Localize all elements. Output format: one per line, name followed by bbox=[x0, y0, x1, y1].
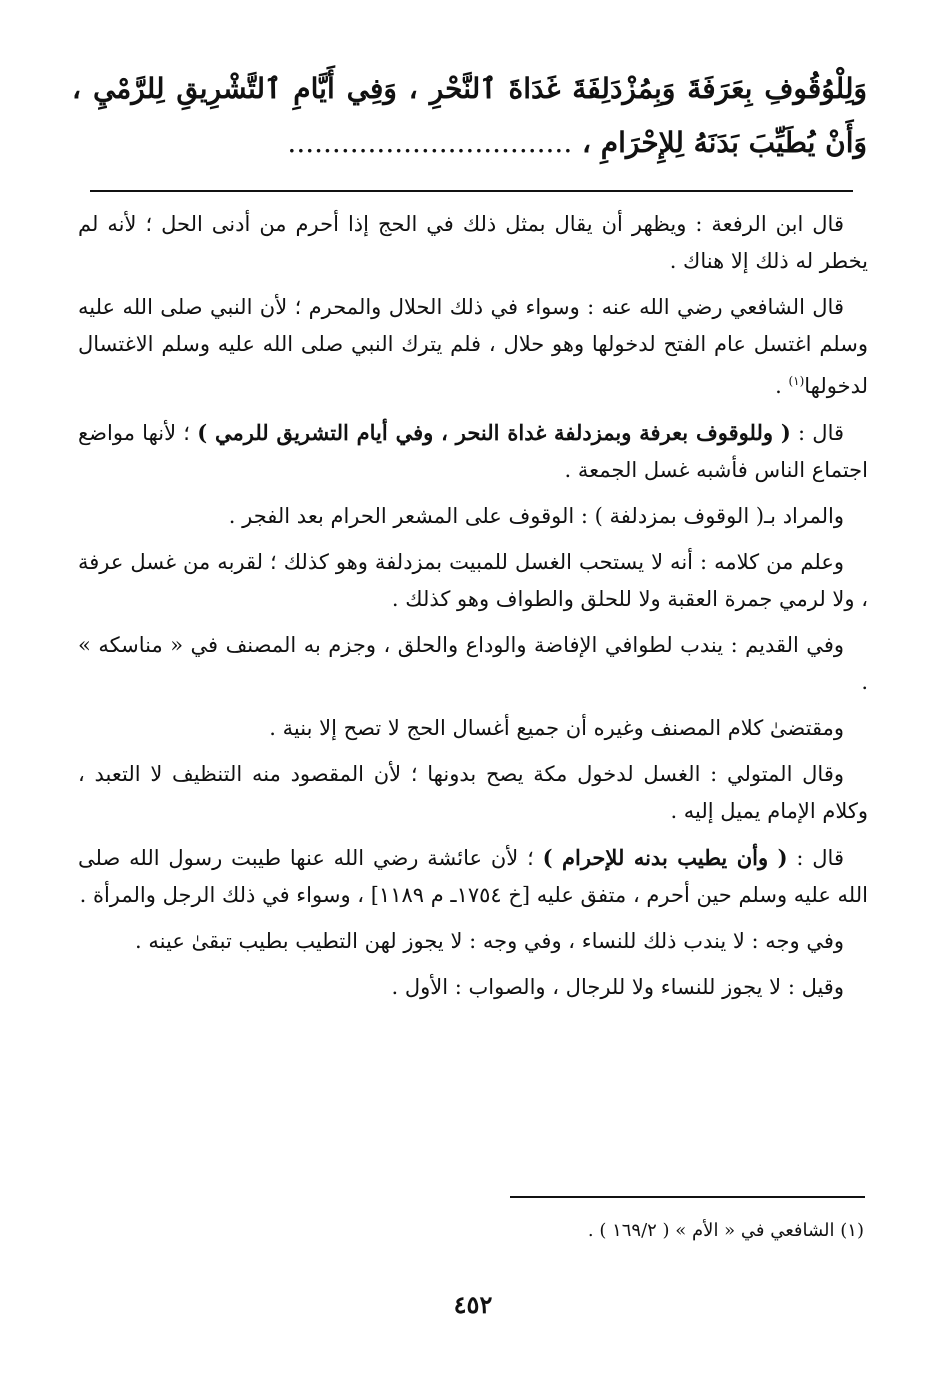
paragraph-3-end: ؛ لأنها مواضع اجتماع الناس فأشبه غسل الجمعة . bbox=[78, 421, 868, 482]
paragraph-2-end: . bbox=[775, 374, 789, 398]
paragraph-7: ومقتضىٰ كلام المصنف وغيره أن جميع أغسال الحج لا تصح إلا بنية . bbox=[269, 716, 844, 740]
paragraph-1: قال ابن الرفعة : ويظهر أن يقال بمثل ذلك في الحج إذا أحرم من أدنى الحل ؛ لأنه لم يخطر له ذلك إلا هناك . bbox=[78, 212, 868, 273]
matn-text bbox=[72, 62, 867, 170]
paragraph-11: وقيل : لا يجوز للنساء ولا للرجال ، والصواب : الأول . bbox=[391, 975, 844, 999]
footnote: (١) الشافعي في « الأم » ( ١٦٩/٢ ) . bbox=[587, 1220, 864, 1241]
paragraph-3-start: قال : bbox=[790, 421, 845, 445]
paragraph-3-quote: ( وللوقوف بعرفة وبمزدلفة غداة النحر ، وفي أيام التشريق للرمي ) bbox=[197, 420, 791, 445]
paragraph-9-start: قال : bbox=[787, 846, 844, 870]
commentary bbox=[78, 206, 868, 1015]
paragraph-8: وقال المتولي : الغسل لدخول مكة يصح بدونها ؛ لأن المقصود منه التنظيف لا التعبد ، وكلام الإمام يميل إليه . bbox=[78, 762, 868, 823]
paragraph-5: وعلم من كلامه : أنه لا يستحب الغسل للمبيت بمزدلفة وهو كذلك ؛ لقربه من غسل عرفة ، ولا لرمي جمرة العقبة ولا للحلق والطواف وهو كذلك . bbox=[78, 550, 868, 611]
paragraph-2 bbox=[78, 289, 868, 405]
matn-line: وَلِلْوُقُوفِ بِعَرَفَةَ وَبِمُزْدَلِفَةَ غَدَاةَ ٱلنَّحْرِ ، وَفِي أَيَّامِ ٱلتَّشْرِيقِ لِلرَّمْيِ ، وَأَنْ يُطَيِّبَ بَدَنَهُ لِلإِحْرَامِ ، bbox=[72, 72, 867, 159]
matn-separator bbox=[90, 190, 853, 192]
paragraph-9-quote: ( وأن يطيب بدنه للإحرام ) bbox=[542, 845, 788, 870]
paragraph-4: والمراد بـ( الوقوف بمزدلفة ) : الوقوف على المشعر الحرام بعد الفجر . bbox=[228, 504, 844, 528]
paragraph-9 bbox=[78, 839, 868, 914]
paragraph-6: وفي القديم : يندب لطوافي الإفاضة والوداع والحلق ، وجزم به المصنف في « مناسكه » . bbox=[78, 633, 868, 694]
page-number: ٤٥٢ bbox=[453, 1290, 493, 1319]
paragraph-2-text: قال الشافعي رضي الله عنه : وسواء في ذلك الحلال والمحرم ؛ لأن النبي صلى الله عليه وسلم اغتسل عام الفتح لدخولها وهو حلال ، فلم يترك النبي صلى الله عليه وسلم الاغتسال لدخولها bbox=[78, 295, 868, 398]
matn-dots: ................................ bbox=[287, 126, 573, 159]
paragraph-3 bbox=[78, 414, 868, 489]
paragraph-10: وفي وجه : لا يندب ذلك للنساء ، وفي وجه : لا يجوز لهن التطيب بطيب تبقىٰ عينه . bbox=[135, 929, 844, 953]
paragraph-9-end: ؛ لأن عائشة رضي الله عنها طيبت رسول الله صلى الله عليه وسلم حين أحرم ، متفق عليه [خ ١٧٥٤ـ م ١١٨٩] ، وسواء في ذلك الرجل والمرأة . bbox=[78, 846, 868, 907]
footnote-separator bbox=[510, 1196, 865, 1198]
footnote-marker[interactable]: (١) bbox=[788, 374, 805, 388]
